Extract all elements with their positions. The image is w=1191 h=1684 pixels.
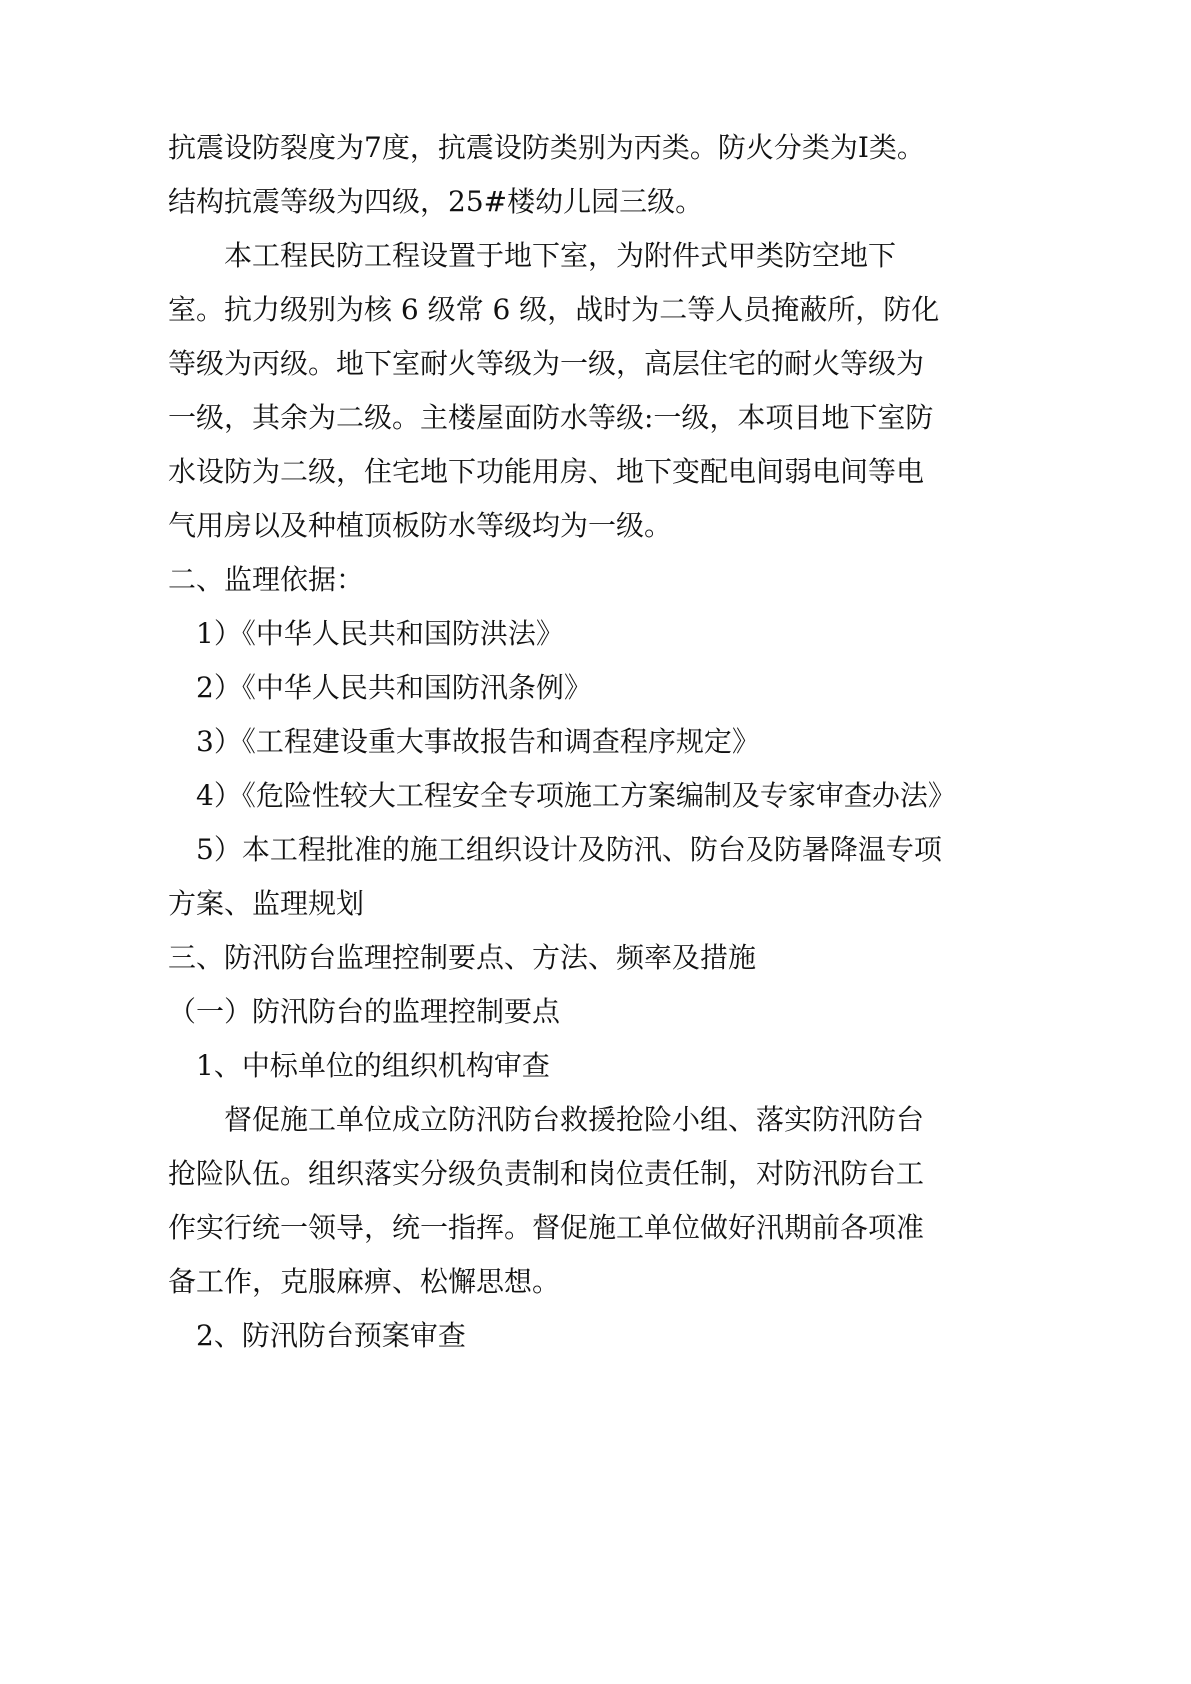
list-item-4: 4）《危险性较大工程安全专项施工方案编制及专家审查办法》 — [196, 779, 956, 812]
text-line-structure: 结构抗震等级为四级，25#楼幼儿园三级。 — [168, 185, 704, 218]
text-line-fire-rating: 等级为丙级。地下室耐火等级为一级，高层住宅的耐火等级为 — [168, 347, 925, 380]
text-line-resistance: 室。抗力级别为核 6 级常 6 级，战时为二等人员掩蔽所，防化 — [168, 293, 940, 326]
list-item-5: 5）本工程批准的施工组织设计及防汛、防台及防暑降温专项 — [196, 833, 942, 866]
text-line-waterproof: 一级，其余为二级。主楼屋面防水等级:一级，本项目地下室防 — [168, 401, 934, 434]
list-item-5-continued: 方案、监理规划 — [168, 887, 365, 920]
text-line-supervise-2: 抢险队伍。组织落实分级负责制和岗位责任制，对防汛防台工 — [168, 1157, 925, 1190]
section-heading-basis: 二、监理依据： — [168, 563, 365, 596]
item-heading-plan-review: 2、防汛防台预案审查 — [196, 1319, 466, 1352]
section-heading-control: 三、防汛防台监理控制要点、方法、频率及措施 — [168, 941, 757, 974]
item-heading-organization: 1、中标单位的组织机构审查 — [196, 1049, 550, 1082]
text-line-supervise-4: 备工作，克服麻痹、松懈思想。 — [168, 1265, 561, 1298]
list-item-3: 3）《工程建设重大事故报告和调查程序规定》 — [196, 725, 760, 758]
text-line-seismic: 抗震设防裂度为7度，抗震设防类别为丙类。防火分类为Ⅰ类。 — [168, 131, 925, 164]
text-line-basement: 水设防为二级，住宅地下功能用房、地下变配电间弱电间等电 — [168, 455, 925, 488]
list-item-1: 1）《中华人民共和国防洪法》 — [196, 617, 564, 650]
list-item-2: 2）《中华人民共和国防汛条例》 — [196, 671, 592, 704]
subsection-heading-1: （一）防汛防台的监理控制要点 — [168, 995, 561, 1028]
text-line-supervise-3: 作实行统一领导，统一指挥。督促施工单位做好汛期前各项准 — [168, 1211, 925, 1244]
text-line-civil-defense: 本工程民防工程设置于地下室，为附件式甲类防空地下 — [224, 239, 897, 272]
text-line-supervise-1: 督促施工单位成立防汛防台救援抢险小组、落实防汛防台 — [224, 1103, 925, 1136]
text-line-rooms: 气用房以及种植顶板防水等级均为一级。 — [168, 509, 673, 542]
